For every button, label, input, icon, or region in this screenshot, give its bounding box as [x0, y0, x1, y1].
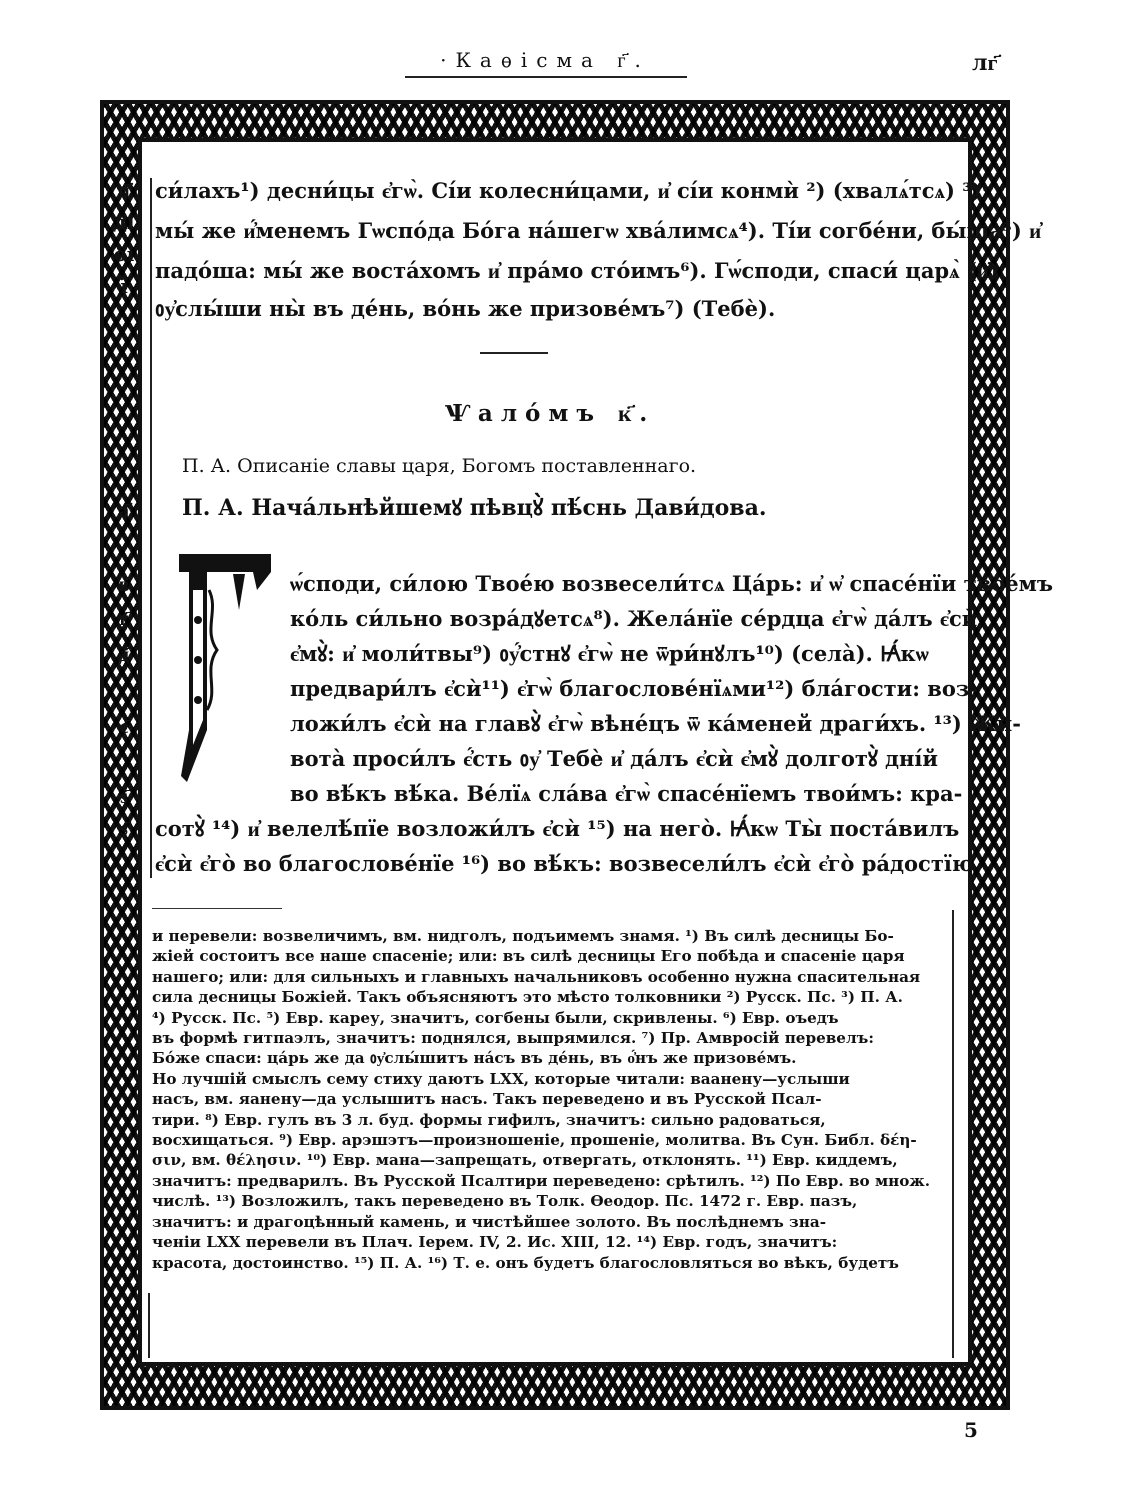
footnotes: [152, 926, 950, 1273]
russian-subtitle: П. А. Описаніе славы царя, Богомъ поставленнаго.: [182, 455, 697, 477]
section-divider: [480, 352, 548, 354]
folio-number: лг҃: [972, 50, 998, 76]
footnote-line: σιν, вм. θέλησιν. ¹⁰) Евр. мана—запрещать, отвергать, отклонять. ¹¹) Евр. киддемъ,: [152, 1151, 898, 1170]
verse-marker: и҃: [118, 178, 130, 202]
verse-marker: ѕ҃: [120, 784, 128, 808]
footnote-line: значитъ: и драгоцѣнный камень, и чистѣйшее золото. Въ послѣднемъ зна-: [152, 1212, 827, 1231]
footnote-line: Бо́же спаси: ца́рь же да ᲂу҆слы́шитъ на́съ въ де́нь, въ о҆́нъ же призове́мъ.: [152, 1049, 797, 1068]
footnote-line: числѣ. ¹³) Возложилъ, такъ переведено въ Толк. Ѳеодор. Пс. 1472 г. Евр. пазъ,: [152, 1192, 858, 1211]
footnote-line: сила десницы Божіей. Такъ объясняютъ это мѣсто толковники ²) Русск. Пс. ³) П. А.: [152, 988, 903, 1007]
verse-marker: ї: [120, 274, 128, 298]
footnote-rule: [152, 908, 282, 909]
verse-line: во вѣ́къ вѣ́ка. Ве́лїѧ сла́ва є҆гѡ̀ спасе́нїемъ твои́мъ: кра-: [290, 781, 963, 806]
footnote-line: красота, достоинство. ¹⁵) П. А. ¹⁶) Т. е. онъ будетъ благословляться во вѣкъ, будетъ: [152, 1253, 899, 1272]
verse-line: ѡ́споди, си́лою Твое́ю возвесели́тсѧ Ца́рь: и҆ ѡ҆ спасе́нїи твое́мъ: [290, 571, 1053, 596]
verse-marker: є҃: [119, 714, 129, 738]
footnote-line: восхищаться. ⁹) Евр. арэшэтъ—произношеніе, прошеніе, молитва. Въ Сун. Библ. δέη-: [152, 1131, 917, 1150]
psalm-superscription: П. А. Нача́льнѣйшемꙋ пѣвцꙋ̀ пѣ́снь Дави́дова.: [182, 495, 767, 521]
verse-line: ко́ль си́льно возра́дꙋетсѧ⁸). Жела́нїе се́рдца є҆гѡ̀ да́лъ є҆сѝ: [290, 606, 978, 631]
footnote-left-rule: [148, 1293, 150, 1358]
header-rule: [405, 76, 687, 78]
psalm-title: Ѱало́мъ к҃.: [444, 400, 656, 427]
verse-marker: в҃: [118, 572, 130, 596]
verse-line: падо́ша: мы́ же воста́хомъ и҆ пра́мо сто́имъ⁶). Гѡ́споди, спаси́ царѧ̀ (и҆): [155, 258, 999, 283]
page-number: 5: [964, 1418, 978, 1442]
verse-line: предвари́лъ є҆сѝ¹¹) є҆гѡ̀ благослове́нїѧми¹²) бла́гости: воз-: [290, 676, 979, 701]
verse-marker: ѕ҃: [120, 816, 128, 840]
footnote-line: и перевели: возвеличимъ, вм. нидголъ, подъимемъ знамя. ¹) Въ силѣ десницы Бо-: [152, 927, 894, 945]
footnote-line: значитъ: предварилъ. Въ Русской Псалтири переведено: срѣтилъ. ¹²) По Евр. во множ.: [152, 1171, 931, 1190]
dropcap-illuminated-letter: [173, 550, 275, 790]
footnote-side-rule: [952, 910, 954, 1358]
footnote-line: ченіи LXX перевели въ Плач. Іерем. IV, 2. Ис. XIII, 12. ¹⁴) Евр. годъ, значитъ:: [152, 1233, 838, 1252]
footnote-line: ⁴) Русск. Пс. ⁵) Евр. кареу, значитъ, согбены были, скривлены. ⁶) Евр. оъедъ: [152, 1008, 839, 1027]
verse-marker: д҃: [118, 642, 130, 666]
footnote-line: нашего; или: для сильныхъ и главныхъ начальниковъ особенно нужна спасительная: [152, 967, 921, 986]
verse-line: мы́ же и҆́менемъ Гѡспо́да Бо́га на́шегѡ хва́лимсѧ⁴). Ті́и согбе́ни, бы́ша⁵) и҆: [155, 218, 1042, 243]
footnote-line: въ формѣ гитпаэлъ, значитъ: поднялся, выпрямился. ⁷) Пр. Амвросій перевелъ:: [152, 1029, 874, 1048]
dropcap-letter: Г: [223, 670, 224, 671]
running-title: ·Каѳісма г҃.: [440, 48, 650, 72]
verse-line: вота̀ проси́лъ є҆́сть ᲂу҆ Тебѐ и҆ да́лъ є҆сѝ є҆мꙋ̀ долготꙋ̀ дні́й: [290, 746, 938, 771]
verse-line: є҆мꙋ̀: и҆ моли́твы⁹) ᲂу҆́стнꙋ є҆гѡ̀ не ѿри́нꙋлъ¹⁰) (села̀). Ꙗ҆́кѡ: [290, 641, 929, 666]
footnote-line: жіей состоитъ все наше спасеніе; или: въ силѣ десницы Его побѣда и спасеніе царя: [152, 947, 905, 966]
verse-line: сотꙋ̀ ¹⁴) и҆ велелѣ́пїе возложи́лъ є҆сѝ ¹⁵) на него̀. Ꙗ҆́кѡ Ты̀ поста́вилъ: [155, 816, 960, 841]
verse-line: ᲂу҆слы́ши ны̀ въ де́нь, во́нь же призове́мъ⁷) (Тебѐ).: [155, 296, 776, 321]
verse-marker: ѳі: [113, 242, 135, 266]
footnote-line: тири. ⁸) Евр. гулъ въ 3 л. буд. формы гифилъ, значитъ: сильно радоваться,: [152, 1110, 826, 1129]
verse-line: є҆сѝ є҆го̀ во благослове́нїе ¹⁶) во вѣ́къ: возвесели́лъ є҆сѝ є҆го̀ ра́достїю: [155, 851, 974, 876]
verse-line: си́лахъ¹) десни́цы є҆гѡ̀. Сі́и колесни́цами, и҆ сі́и конмѝ ²) (хвалѧ́тсѧ) ³):: [155, 178, 990, 203]
footnote-line: насъ, вм. яанену—да услышитъ насъ. Такъ переведено и въ Русской Псал-: [152, 1090, 822, 1109]
footnote-line: Но лучшій смыслъ сему стиху даютъ LXX, которые читали: ваанену—услыши: [152, 1069, 850, 1088]
verse-marker: ді: [113, 210, 135, 234]
verse-column-rule: [150, 178, 152, 878]
verse-marker: г҃: [119, 606, 129, 630]
verse-marker: а҃: [119, 498, 129, 522]
verse-line: ложи́лъ є҆сѝ на главꙋ̀ є҆гѡ̀ вѣне́цъ ѿ ка́меней драги́хъ. ¹³) Жи-: [290, 711, 1021, 736]
